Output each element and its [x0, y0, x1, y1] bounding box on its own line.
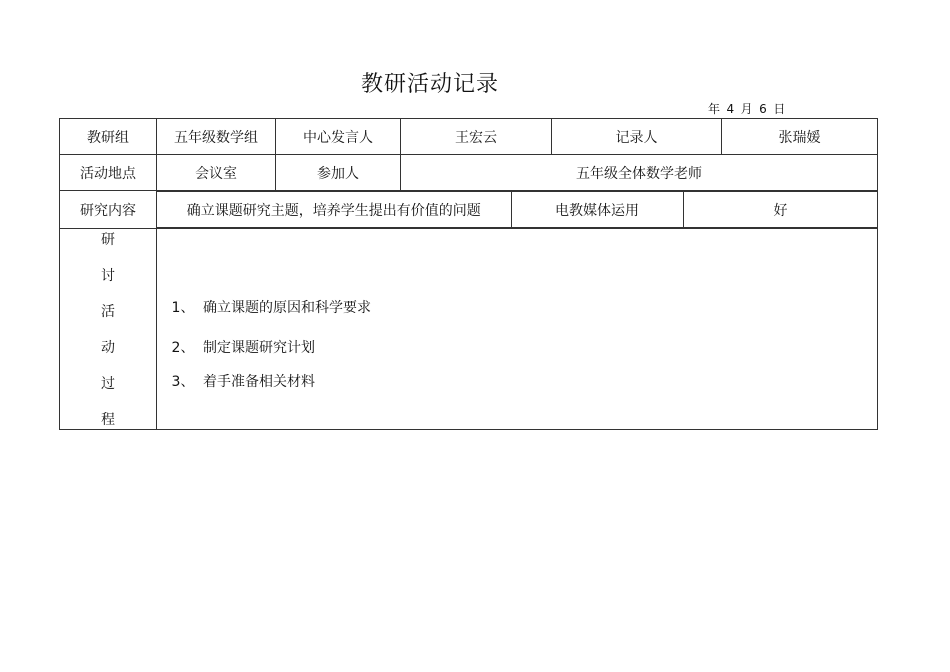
- table-row: [60, 155, 878, 191]
- list-item: [163, 371, 877, 391]
- media-label: 电教媒体运用: [511, 192, 683, 228]
- date-year-label: 年: [708, 102, 721, 116]
- table-row: [60, 191, 878, 229]
- list-item: [163, 297, 877, 317]
- date-month-label: 月: [740, 102, 754, 116]
- step-text: 制定课题研究计划: [203, 340, 315, 356]
- content-label: 研究内容: [60, 191, 157, 229]
- group-label: 教研组: [60, 119, 157, 155]
- process-label-char: 动: [101, 340, 115, 356]
- date-day-label: 日: [773, 102, 786, 116]
- process-body: [157, 229, 878, 430]
- list-item: [163, 337, 877, 357]
- speaker-label: 中心发言人: [276, 119, 401, 155]
- participants-label: 参加人: [276, 155, 401, 191]
- page-title: 教研活动记录: [360, 72, 499, 97]
- step-text: 着手准备相关材料: [203, 374, 315, 390]
- content-value: 确立课题研究主题，培养学生提出有价值的问题: [157, 192, 511, 228]
- table-row: [60, 119, 878, 155]
- content-subtable: [157, 191, 878, 228]
- process-label-char: 讨: [101, 268, 115, 284]
- recorder-value: 张瑞媛: [722, 119, 878, 155]
- group-value: 五年级数学组: [157, 119, 276, 155]
- location-value: 会议室: [157, 155, 276, 191]
- date-day: 6: [759, 102, 768, 116]
- step-number: 2、: [171, 340, 195, 356]
- process-label-char: 研: [101, 232, 115, 248]
- speaker-value: 王宏云: [401, 119, 552, 155]
- recorder-label: 记录人: [552, 119, 722, 155]
- step-number: 3、: [171, 374, 195, 390]
- table-row: [60, 229, 878, 430]
- media-value: 好: [683, 192, 878, 228]
- process-label-char: 活: [101, 304, 115, 320]
- step-number: 1、: [171, 300, 195, 316]
- process-label-char: 过: [101, 376, 115, 392]
- content-row-cell: [157, 191, 878, 229]
- process-label-char: 程: [101, 412, 115, 428]
- process-label: [60, 229, 157, 430]
- date-month: 4: [726, 102, 735, 116]
- record-table: [59, 118, 878, 430]
- participants-value: 五年级全体数学老师: [401, 155, 878, 191]
- record-date: [708, 100, 792, 117]
- location-label: 活动地点: [60, 155, 157, 191]
- step-text: 确立课题的原因和科学要求: [203, 300, 371, 316]
